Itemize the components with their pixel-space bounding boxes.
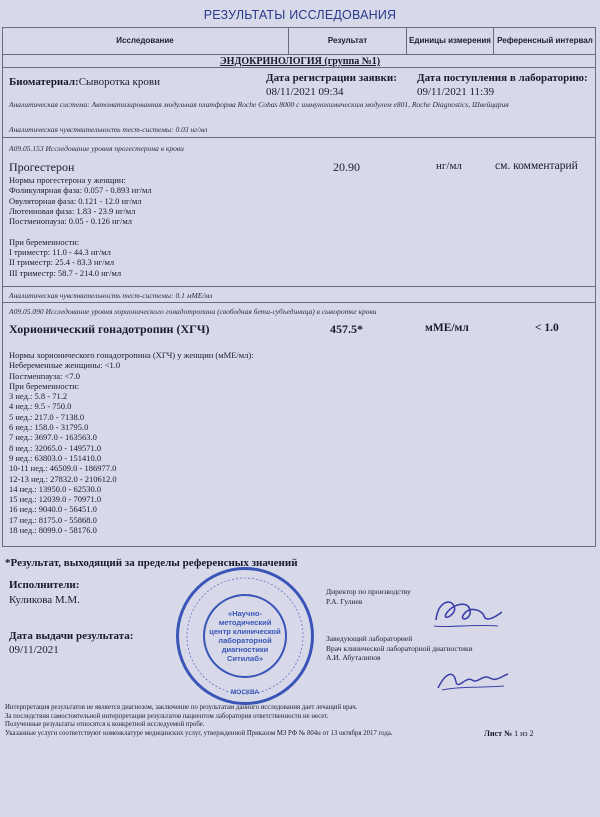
table-header: [2, 27, 596, 55]
test-code-progesterone: A09.05.153 Исследование уровня прогестерона в крови: [9, 144, 184, 153]
biomaterial: [9, 72, 160, 90]
page-label: Лист №: [484, 729, 513, 738]
stamp-line: Ситилаб»: [226, 654, 264, 663]
footer-line: Интерпретация результатов не является диагнозом, заключение по результатам данного исследования дает лечащий врач.: [5, 704, 358, 711]
footer-line: Указанные услуги соответствуют номенклатуре медицинских услуг, утвержденной Приказом МЗ РФ № 804н от 13 октября 2017 года.: [5, 729, 393, 737]
page-number: [484, 729, 534, 738]
units-progesterone: нг/мл: [436, 160, 462, 172]
arrival-value: 09/11/2021 11:39: [417, 86, 495, 98]
norm-line: Лютеиновая фаза: 1.83 - 23.9 нг/мл: [9, 205, 136, 216]
test-name-hcg: Хорионический гонадотропин (ХГЧ): [9, 322, 210, 336]
header-study: Исследование: [2, 27, 289, 54]
issue-date-value: 09/11/2021: [9, 644, 59, 656]
norm-line: 7 нед.: 3697.0 - 163563.0: [9, 432, 97, 443]
director-title: Директор по производству: [326, 587, 411, 596]
biomaterial-value: Сыворотка крови: [78, 76, 160, 88]
norm-line: 3 нед.: 5.8 - 71.2: [9, 391, 68, 402]
norm-line: 16 нед.: 9040.0 - 56451.0: [9, 504, 97, 515]
arrival-label: Дата поступления в лабораторию:: [417, 72, 588, 84]
norm-line: 8 нед.: 32065.0 - 149571.0: [9, 442, 102, 453]
norm-line: Овуляторная фаза: 0.121 - 12.0 нг/мл: [9, 195, 142, 206]
stamp-line: центр клинической: [209, 627, 281, 636]
registration-label: Дата регистрации заявки:: [266, 72, 397, 84]
norms-hcg: [9, 350, 254, 535]
stamp-line: диагностики: [221, 645, 269, 654]
norm-line: III триместр: 58.7 - 214.0 нг/мл: [9, 267, 122, 278]
head-lab-name: А.И. Абуталипов: [326, 653, 381, 662]
report-title: РЕЗУЛЬТАТЫ ИССЛЕДОВАНИЯ: [203, 8, 397, 22]
registration-value: 08/11/2021 09:34: [266, 86, 344, 98]
divider: [2, 302, 596, 303]
norm-line: Нормы хорионического гонадотропина (ХГЧ) у женщин (мМЕ/мл):: [9, 350, 254, 360]
norm-line: Постменопауза: 0.05 - 0.126 нг/мл: [9, 216, 133, 227]
stamp-center: [203, 594, 287, 678]
stamp-line: «Научно-: [228, 609, 262, 618]
norm-line: 4 нед.: 9.5 - 750.0: [9, 401, 72, 412]
norm-line: 10-11 нед.: 46509.0 - 186977.0: [9, 463, 117, 474]
norm-line: 18 нед.: 8099.0 - 58176.0: [9, 525, 97, 536]
head-lab-title2: Врач клинической лабораторной диагностики: [326, 643, 473, 653]
issue-date-label: Дата выдачи результата:: [9, 630, 134, 642]
norm-line: При беременности:: [9, 236, 80, 247]
norm-line: Фоликулярная фаза: 0.057 - 0.893 нг/мл: [9, 185, 152, 196]
reference-hcg: < 1.0: [535, 322, 559, 334]
norm-line: 5 нед.: 217.0 - 7138.0: [9, 411, 85, 422]
sensitivity-progesterone: Аналитическая чувствительность тест-системы: 0.03 нг/мл: [9, 125, 208, 134]
footer-disclaimer: [5, 704, 565, 738]
header-result: Результат: [289, 27, 407, 54]
result-progesterone: 20.90: [333, 160, 360, 174]
stamp-city: МОСКВА: [230, 689, 260, 696]
header-units: Единицы измерения: [407, 27, 494, 54]
norm-line: 9 нед.: 63803.0 - 151410.0: [9, 452, 102, 463]
footer-line: За последствия самостоятельной интерпретации результатов пациентом лаборатория ответственности не несет.: [5, 712, 329, 720]
stamp-line: лабораторной: [218, 636, 272, 645]
biomaterial-label: Биоматериал:: [9, 76, 79, 88]
test-name-progesterone: Прогестерон: [9, 160, 75, 174]
norm-line: [9, 226, 152, 236]
director-signature: [428, 592, 508, 634]
norms-progesterone: [9, 175, 152, 278]
stamp-line: методический: [218, 618, 272, 627]
units-hcg: мМЕ/мл: [425, 322, 469, 334]
norm-line: 15 нед.: 12039.0 - 70971.0: [9, 494, 102, 505]
norm-line: 17 нед.: 8175.0 - 55868.0: [9, 514, 97, 525]
performers-value: Куликова М.М.: [9, 594, 80, 606]
out-of-range-note: *Результат, выходящий за пределы референсных значений: [5, 557, 298, 569]
result-hcg: 457.5*: [330, 322, 363, 336]
performers-label: Исполнители:: [9, 579, 80, 591]
header-reference: Референсный интервал: [497, 36, 593, 45]
norm-line: Постменпауза: <7.0: [9, 370, 80, 381]
reference-progesterone: см. комментарий: [495, 160, 578, 172]
test-code-hcg: A09.05.090 Исследование уровня хорионического гонадотропина (свободная бета-субъединица) в сыворотке крови: [9, 307, 377, 316]
divider: [2, 137, 596, 138]
director-name: Р.А. Гулиев: [326, 596, 363, 606]
norm-line: I триместр: 11.0 - 44.3 нг/мл: [9, 247, 111, 258]
director-block: [326, 587, 411, 606]
sensitivity-hcg: Аналитическая чувствительность тест-системы: 0.1 мМЕ/мл: [9, 291, 213, 300]
head-lab-block: [326, 634, 473, 663]
stamp: [176, 567, 314, 705]
divider: [2, 67, 596, 68]
norm-line: 6 нед.: 158.0 - 31795.0: [9, 422, 89, 433]
footer-line: Полученные результаты относятся к конкретной исследуемой пробе.: [5, 721, 205, 729]
norm-line: II триместр: 25.4 - 83.3 нг/мл: [9, 257, 115, 268]
norm-line: 12-13 нед.: 27832.0 - 210612.0: [9, 473, 117, 484]
norm-line: 14 нед.: 13950.0 - 62530.0: [9, 483, 102, 494]
page-value: 1 из 2: [514, 729, 534, 738]
divider: [2, 286, 596, 287]
norm-line: Нормы прогестерона у женщин:: [9, 175, 126, 185]
norm-line: При беременности:: [9, 380, 80, 391]
analytic-system: Аналитическая система: Автоматизированная модульная платформа Roche Cobas 8000 с иммунохимическим модулем e801, Roche Diagnostics, Швейцария: [9, 100, 509, 109]
head-lab-signature: [432, 664, 512, 696]
head-lab-title: Заведующий лабораторией: [326, 634, 413, 643]
section-title: ЭНДОКРИНОЛОГИЯ (группа №1): [219, 56, 381, 67]
norm-line: Небеременные женщины: <1.0: [9, 360, 121, 371]
